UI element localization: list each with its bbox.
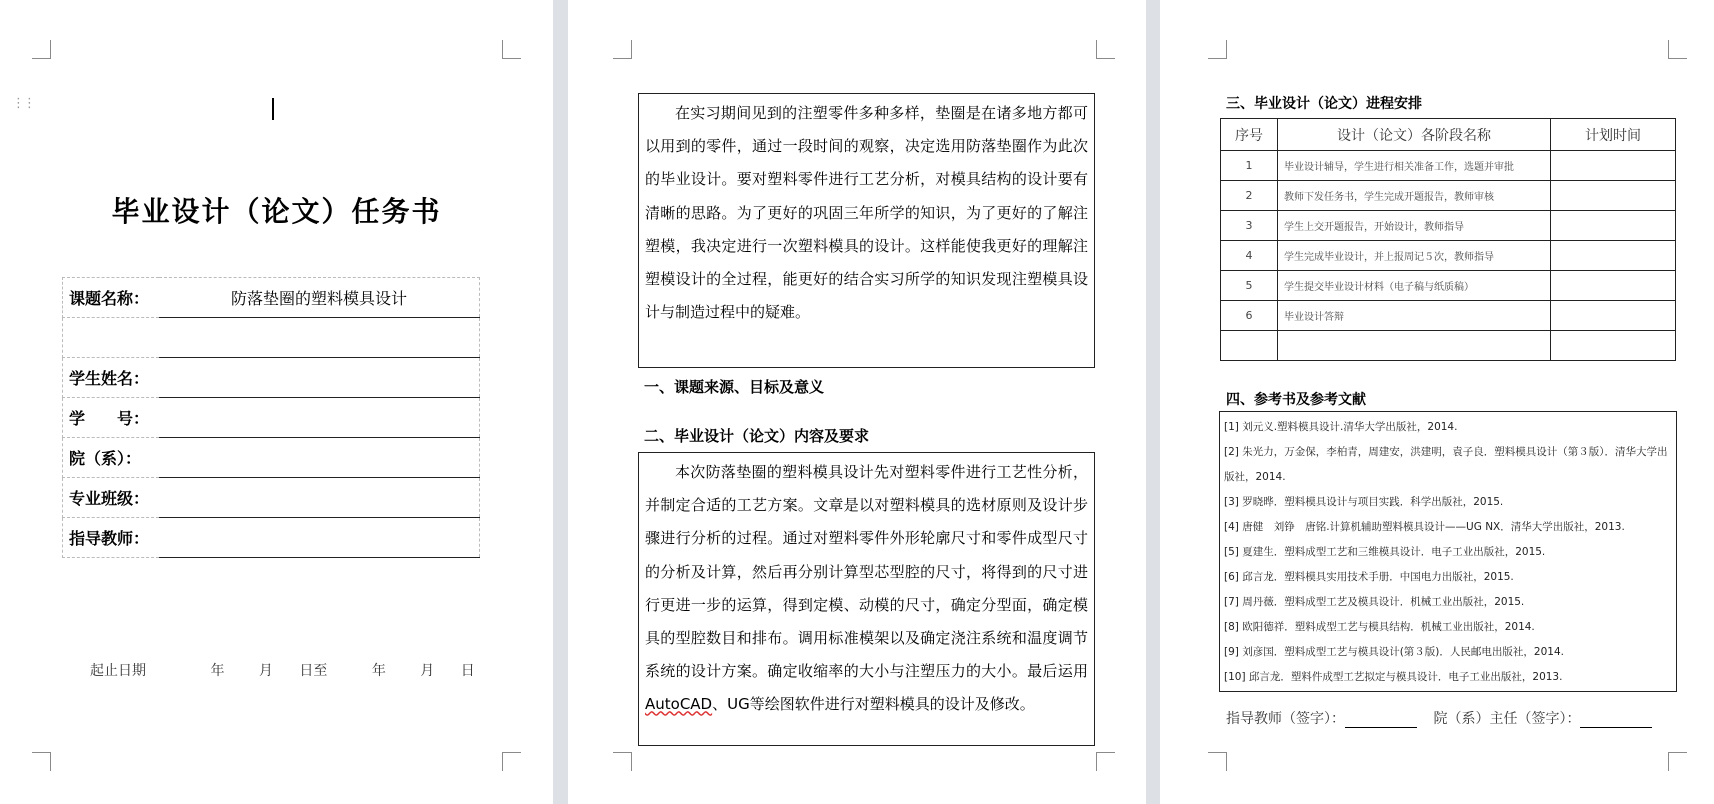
- reference-item: [2] 朱光力，万金保，李柏青，周建安，洪建明，袁子良．塑料模具设计（第３版）．清华大学出版社，2014.: [1224, 446, 1668, 483]
- text-cursor: [272, 98, 274, 120]
- reference-item: [6] 邱言龙．塑料模具实用技术手册．中国电力出版社，2015.: [1224, 571, 1514, 583]
- plan-time-cell[interactable]: [1551, 211, 1676, 241]
- crop-mark: [1208, 752, 1227, 771]
- section-heading-4: 四、参考书及参考文献: [1226, 392, 1366, 408]
- content-box[interactable]: [638, 452, 1095, 746]
- column-header: 序号: [1221, 119, 1278, 151]
- advisor-sign-field[interactable]: [1345, 727, 1417, 728]
- crop-mark: [613, 40, 632, 59]
- student-name-field[interactable]: [159, 358, 480, 398]
- crop-mark: [32, 40, 51, 59]
- intro-paragraph: 在实习期间见到的注塑零件多种多样，垫圈是在诸多地方都可以用到的零件，通过一段时间的观察，决定选用防落垫圈作为此次的毕业设计。要对塑料零件进行工艺分析，对模具结构的设计要有清晰的思路。为了更好的巩固三年所学的知识，为了更好的了解注塑模，我决定进行一次塑料模具的设计。这样能使我更好的理解注塑模设计的全过程，能更好的结合实习所学的知识发现注塑模具设计与制造过程中的疑难。: [645, 104, 1088, 322]
- dean-sign-label: 院（系）主任（签字）：: [1433, 711, 1581, 727]
- stage-name: 学生完成毕业设计，并上报周记５次，教师指导: [1278, 241, 1551, 271]
- content-text: 本次防落垫圈的塑料模具设计先对塑料零件进行工艺性分析，并制定合适的工艺方案。文章是以对塑料模具的选材原则及设计步骤进行分析的过程。通过对塑料零件外形轮廓尺寸和零件成型尺寸的分析及计算，然后再分别计算型芯型腔的尺寸，将得到的尺寸进行更进一步的运算，得到定模、动模的尺寸，确定分型面，确定模具的型腔数目和排布。调用标准模架以及确定浇注系统和温度调节系统的设计方案。确定收缩率的大小与注塑压力的大小。最后运用: [645, 463, 1088, 681]
- crop-mark: [502, 752, 521, 771]
- plan-time-cell[interactable]: [1551, 331, 1676, 361]
- column-header: 设计（论文）各阶段名称: [1278, 119, 1551, 151]
- schedule-table: [1220, 118, 1676, 361]
- page-2[interactable]: [568, 0, 1146, 804]
- reference-item: [3] 罗晓晔．塑料模具设计与项目实践．科学出版社，2015.: [1224, 496, 1504, 508]
- stage-name: 毕业设计辅导，学生进行相关准备工作，选题并审批: [1278, 151, 1551, 181]
- section-heading-1: 一、课题来源、目标及意义: [644, 378, 825, 396]
- row-label: 课题名称：: [63, 278, 160, 318]
- crop-mark: [1668, 752, 1687, 771]
- row-number: 4: [1221, 241, 1278, 271]
- month-label: 月: [420, 663, 435, 679]
- row-label: 学 号：: [63, 398, 160, 438]
- table-row: [63, 478, 480, 518]
- plan-time-cell[interactable]: [1551, 301, 1676, 331]
- table-row: [63, 358, 480, 398]
- reference-item: [1] 刘元义.塑料模具设计.清华大学出版社，2014.: [1224, 421, 1458, 433]
- reference-item: [5] 夏建生．塑料成型工艺和三维模具设计．电子工业出版社，2015.: [1224, 546, 1546, 558]
- day-to-label: 日至: [299, 663, 328, 679]
- crop-mark: [32, 752, 51, 771]
- student-id-field[interactable]: [159, 398, 480, 438]
- reference-item: [10] 邱言龙．塑料件成型工艺拟定与模具设计．电子工业出版社，2013.: [1224, 671, 1563, 683]
- row-label: 学生姓名：: [63, 358, 160, 398]
- page-3[interactable]: [1160, 0, 1714, 804]
- table-row: [63, 398, 480, 438]
- blank-field[interactable]: [159, 318, 480, 358]
- crop-mark: [613, 752, 632, 771]
- crop-mark: [1096, 40, 1115, 59]
- reference-item: [4] 唐健 刘铮 唐铭.计算机辅助塑料模具设计——UG NX．清华大学出版社，2013.: [1224, 521, 1625, 533]
- crop-mark: [1668, 40, 1687, 59]
- reference-item: [9] 刘彦国．塑料成型工艺与模具设计(第３版)．人民邮电出版社，2014.: [1224, 646, 1564, 658]
- department-field[interactable]: [159, 438, 480, 478]
- table-row: [1221, 271, 1676, 301]
- row-label: 院（系）：: [63, 438, 160, 478]
- table-row: [63, 278, 480, 318]
- stage-name: 教师下发任务书，学生完成开题报告，教师审核: [1278, 181, 1551, 211]
- reference-item: [8] 欧阳德祥．塑料成型工艺与模具结构．机械工业出版社，2014.: [1224, 621, 1535, 633]
- signature-line: [1226, 708, 1652, 728]
- advisor-field[interactable]: [159, 518, 480, 558]
- stage-name: 学生提交毕业设计材料（电子稿与纸质稿）: [1278, 271, 1551, 301]
- row-number: 2: [1221, 181, 1278, 211]
- row-number: 1: [1221, 151, 1278, 181]
- table-row: [63, 318, 480, 358]
- plan-time-cell[interactable]: [1551, 151, 1676, 181]
- class-field[interactable]: [159, 478, 480, 518]
- reference-list[interactable]: [1219, 411, 1677, 692]
- section-heading-3: 三、毕业设计（论文）进程安排: [1226, 96, 1422, 112]
- column-header: 计划时间: [1551, 119, 1676, 151]
- day-label: 日: [460, 663, 475, 679]
- row-label: 专业班级：: [63, 478, 160, 518]
- plan-time-cell[interactable]: [1551, 241, 1676, 271]
- crop-mark: [1096, 752, 1115, 771]
- row-number: 5: [1221, 271, 1278, 301]
- stage-name: 毕业设计答辩: [1278, 301, 1551, 331]
- info-table: [62, 277, 480, 558]
- page-title: 毕业设计（论文）任务书: [111, 195, 442, 228]
- crop-mark: [1208, 40, 1227, 59]
- section-heading-2: 二、毕业设计（论文）内容及要求: [644, 427, 870, 445]
- table-row: [1221, 301, 1676, 331]
- page-gap: [553, 0, 568, 804]
- table-row: [63, 438, 480, 478]
- crop-mark: [502, 40, 521, 59]
- row-label: [63, 318, 160, 358]
- stage-name: [1278, 331, 1551, 361]
- intro-box[interactable]: [638, 93, 1095, 368]
- dean-sign-field[interactable]: [1580, 727, 1652, 728]
- table-row: [1221, 211, 1676, 241]
- table-header-row: [1221, 119, 1676, 151]
- plan-time-cell[interactable]: [1551, 271, 1676, 301]
- year-label: 年: [371, 663, 386, 679]
- row-number: 6: [1221, 301, 1278, 331]
- table-row: [1221, 151, 1676, 181]
- advisor-sign-label: 指导教师（签字）：: [1226, 711, 1345, 727]
- table-row: [1221, 331, 1676, 361]
- row-number: [1221, 331, 1278, 361]
- month-label: 月: [258, 663, 273, 679]
- date-start-label: 起止日期: [90, 663, 146, 679]
- topic-field[interactable]: 防落垫圈的塑料模具设计: [159, 278, 480, 318]
- year-label: 年: [210, 663, 225, 679]
- spellcheck-word[interactable]: AutoCAD: [645, 695, 713, 714]
- stage-name: 学生上交开题报告，开始设计，教师指导: [1278, 211, 1551, 241]
- date-range: [90, 660, 475, 680]
- plan-time-cell[interactable]: [1551, 181, 1676, 211]
- content-paragraph: [645, 456, 1088, 722]
- row-label: 指导教师：: [63, 518, 160, 558]
- drag-handle-icon[interactable]: ⋮⋮: [12, 96, 34, 111]
- page-1[interactable]: [0, 0, 553, 804]
- content-text: 、UG等绘图软件进行对塑料模具的设计及修改。: [712, 695, 1035, 714]
- table-row: [1221, 241, 1676, 271]
- page-gap: [1146, 0, 1160, 804]
- table-row: [1221, 181, 1676, 211]
- table-row: [63, 518, 480, 558]
- row-number: 3: [1221, 211, 1278, 241]
- reference-item: [7] 周丹薇．塑料成型工艺及模具设计．机械工业出版社，2015.: [1224, 596, 1525, 608]
